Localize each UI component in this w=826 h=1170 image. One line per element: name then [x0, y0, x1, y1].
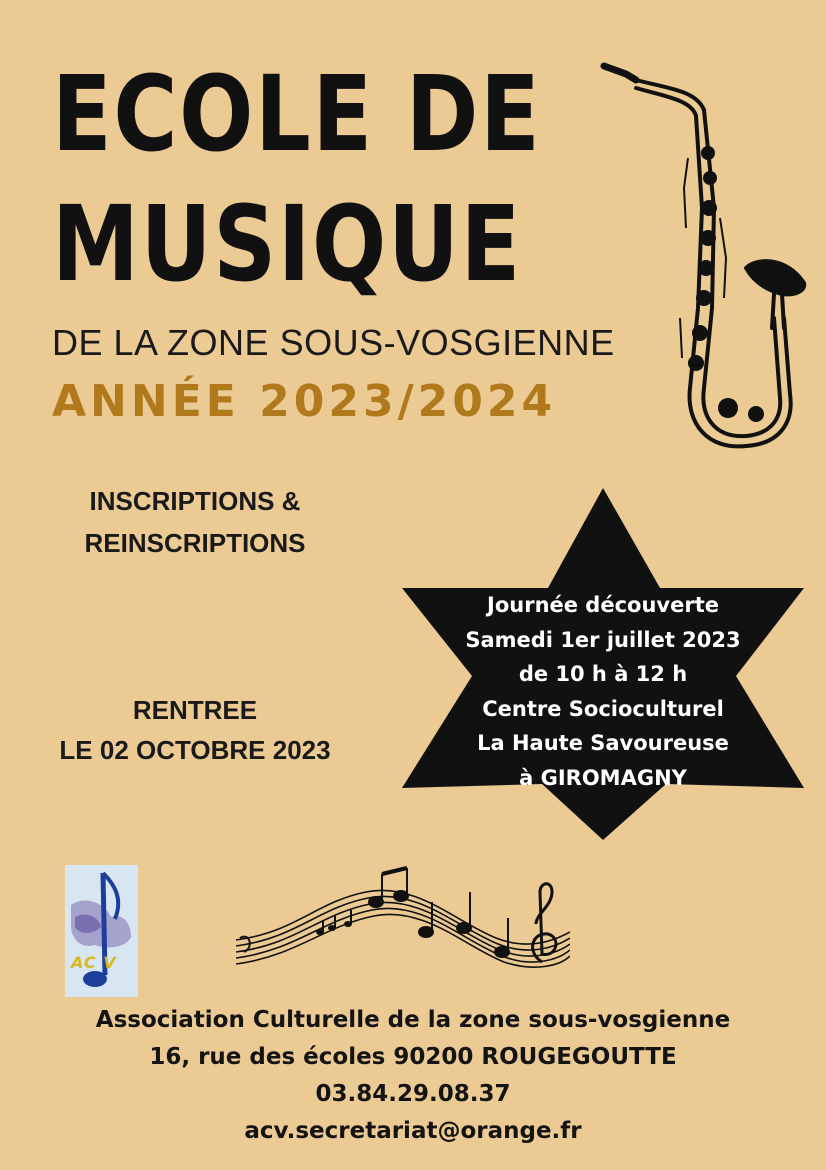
inscriptions-line-2: REINSCRIPTIONS: [84, 528, 306, 558]
footer-email: acv.secretariat@orange.fr: [244, 1118, 582, 1144]
footer-phone: 03.84.29.08.37: [315, 1081, 511, 1107]
event-line-5: La Haute Savoureuse: [477, 731, 729, 755]
rentree-line-1: RENTREE: [132, 695, 258, 725]
subtitle: DE LA ZONE SOUS-VOSGIENNE: [52, 322, 615, 363]
inscriptions-line-1: INSCRIPTIONS &: [89, 486, 301, 516]
event-line-2: Samedi 1er juillet 2023: [465, 627, 741, 652]
event-details: [402, 588, 804, 795]
event-line-3: de 10 h à 12 h: [518, 662, 688, 686]
saxophone-icon: [596, 58, 811, 450]
event-line-6: à GIROMAGNY: [519, 765, 687, 790]
footer-contact: [0, 1002, 826, 1150]
logo-text: AC V: [71, 953, 117, 972]
inscriptions-text: [30, 480, 360, 564]
footer-address: 16, rue des écoles 90200 ROUGEGOUTTE: [149, 1044, 677, 1070]
title-line-2: MUSIQUE: [52, 183, 522, 305]
school-year: ANNÉE 2023/2024: [52, 376, 557, 427]
title-line-1: ECOLE DE: [52, 53, 542, 175]
event-line-4: Centre Socioculturel: [482, 696, 724, 721]
rentree-text: [30, 690, 360, 770]
rentree-line-2: LE 02 OCTOBRE 2023: [59, 735, 331, 765]
acv-logo: [65, 865, 138, 997]
event-line-1: Journée découverte: [487, 593, 719, 617]
music-staff-icon: [236, 862, 570, 972]
footer-association: Association Culturelle de la zone sous-vosgienne: [95, 1007, 731, 1033]
